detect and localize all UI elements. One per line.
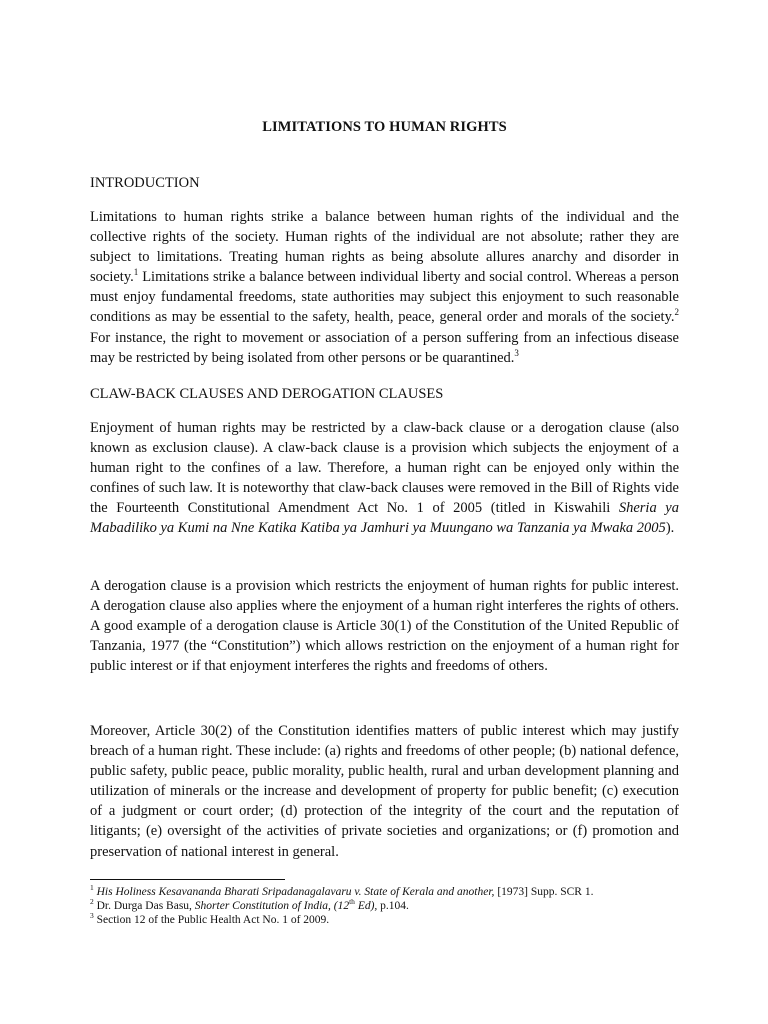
footnotes [90, 885, 593, 927]
clawback-text-2: ). [665, 520, 675, 537]
footnote-ref-2: 2 [674, 307, 679, 318]
footnote-ref-3: 3 [514, 347, 519, 358]
intro-text-2: Limitations strike a balance between individual liberty and social control. Whereas a person must enjoy fundamental freedoms, state authorities may subject this enjoyment to such reasonable conditions as may be essential to the safety, health, peace, general order and morals of the society. [90, 269, 679, 326]
footnote-2-page: p.104. [377, 900, 409, 912]
footnote-2-ordinal: th [349, 897, 355, 907]
footnote-divider [90, 879, 285, 880]
footnote-num-1: 1 [90, 883, 94, 893]
document-title: LIMITATIONS TO HUMAN RIGHTS [262, 119, 507, 135]
clawback-italic-title: Sheria ya Mabadiliko ya Kumi na Nne Katika Katiba ya Jamhuri ya Muungano wa Tanzania ya Mwaka 2005 [90, 500, 679, 537]
footnote-2 [90, 899, 593, 913]
footnote-1-citation: [1973] Supp. SCR 1. [494, 886, 594, 898]
section-heading-introduction: INTRODUCTION [90, 175, 200, 191]
paragraph-derogation: A derogation clause is a provision which restricts the enjoyment of human rights for public interest. A derogation clause also applies where the enjoyment of a human right interferes the rights of others. A good example of a derogation clause is Article 30(1) of the Constitution of the United Republic of Tanzania, 1977 (the “Constitution”) which allows restriction on the enjoyment of a human right for public interest or if that enjoyment interferes the rights and freedoms of others. [90, 578, 679, 675]
footnote-3 [90, 913, 593, 927]
footnote-1 [90, 885, 593, 899]
footnote-2-author: Dr. Durga Das Basu, [93, 900, 195, 912]
footnote-2-edition: Ed), [354, 900, 378, 912]
footnote-1-case: His Holiness Kesavananda Bharati Sripadanagalavaru v. State of Kerala and another, [93, 886, 495, 898]
footnote-num-3: 3 [90, 911, 94, 921]
paragraph-clawback [90, 418, 679, 539]
footnote-num-2: 2 [90, 897, 94, 907]
paragraph-article-30-2: Moreover, Article 30(2) of the Constitution identifies matters of public interest which may justify breach of a human right. These include: (a) rights and freedoms of other people; (b) national defence, public safety, public peace, public morality, public health, rural and urban development planning and utilization of minerals or the increase and development of property for public benefit; (c) execution of a judgment or court order; (d) protection of the integrity of the court and the reputation of litigants; (e) oversight of the activities of private societies and organizations; or (f) promotion and preservation of national interest in general. [90, 723, 679, 860]
intro-text-1: Limitations to human rights strike a balance between human rights of the individual and the collective rights of the society. Human rights of the individual are not absolute; rather they are subject to limitations. Treating human rights as being absolute allures anarchy and disorder in society. [90, 209, 679, 286]
footnote-ref-1: 1 [133, 267, 139, 278]
paragraph-introduction [90, 207, 679, 368]
clawback-text-1: Enjoyment of human rights may be restricted by a claw-back clause or a derogation clause (also known as exclusion clause). A claw-back clause is a provision which subjects the enjoyment of a human right to the confines of a law. Therefore, a human right can be enjoyed only within the confines of such law. It is noteworthy that claw-back clauses were removed in the Bill of Rights vide the Fourteenth Constitutional Amendment Act No. 1 of 2005 (titled in Kiswahili [90, 420, 679, 517]
footnote-2-book: Shorter Constitution of India, (12 [194, 900, 350, 912]
footnote-3-text: Section 12 of the Public Health Act No. 1 of 2009. [93, 914, 330, 926]
intro-text-3: For instance, the right to movement or association of a person suffering from an infectious disease may be restricted by being isolated from other persons or be quarantined. [90, 329, 679, 366]
section-heading-clawback: CLAW-BACK CLAUSES AND DEROGATION CLAUSES [90, 386, 444, 402]
